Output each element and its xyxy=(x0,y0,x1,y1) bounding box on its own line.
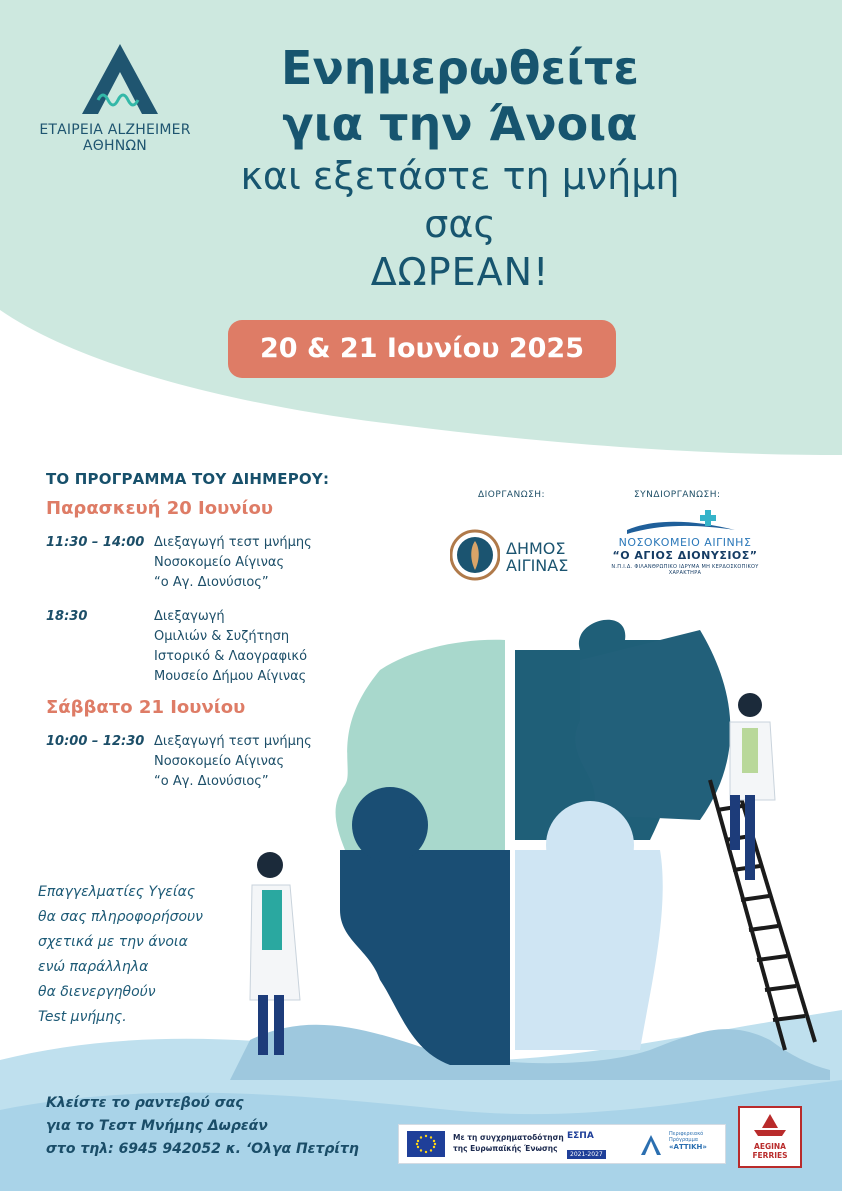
dimos-aiginas-logo xyxy=(450,528,590,588)
organization-label: ΔΙΟΡΓΑΝΩΣΗ: xyxy=(478,490,546,500)
hospital-line-2: “Ο ΑΓΙΟΣ ΔΙΟΝΥΣΙΟΣ” xyxy=(612,549,758,562)
day-1-label: Παρασκευή 20 Ιουνίου xyxy=(46,498,274,519)
doctor-left-shirt xyxy=(262,890,282,950)
eu-flag-icon xyxy=(407,1131,445,1157)
puzzle-knob xyxy=(546,801,634,889)
ship-icon xyxy=(740,1108,800,1142)
event-line: Διεξαγωγή τεστ μνήμης xyxy=(154,734,312,749)
attiki-logo xyxy=(639,1131,719,1151)
attiki-name: «ΑΤΤΙΚΗ» xyxy=(669,1143,707,1151)
info-line: Επαγγελματίες Υγείας xyxy=(38,884,196,900)
event-description xyxy=(154,533,312,593)
day-2-label: Σάββατο 21 Ιουνίου xyxy=(46,697,246,718)
espa-logo xyxy=(567,1131,613,1160)
event-line: Διεξαγωγή τεστ μνήμης xyxy=(154,535,312,550)
info-line: θα σας πληροφορήσουν xyxy=(38,909,203,925)
event-line: Νοσοκομείο Αίγινας xyxy=(154,555,285,570)
info-line: θα διενεργηθούν xyxy=(38,984,156,1000)
doctor-left-leg xyxy=(274,995,284,1055)
alzheimer-athens-logo xyxy=(30,42,200,182)
headline-line-2: για την Άνοια xyxy=(282,97,638,151)
schedule-title: ΤΟ ΠΡΟΓΡΑΜΜΑ ΤΟΥ ΔΙΗΜΕΡΟΥ: xyxy=(46,470,330,488)
aegina-line: AEGINA xyxy=(754,1142,786,1151)
headline xyxy=(200,40,720,296)
hospital-line-3: Ν.Π.Ι.Δ. ΦΙΛΑΝΘΡΩΠΙΚΟ ΙΔΡΥΜΑ ΜΗ ΚΕΡΔΟΣΚΟΠΙΚΟΥ ΧΑΡΑΚΤΗΡΑ xyxy=(611,564,759,576)
attiki-emblem-icon xyxy=(639,1133,663,1157)
ladder xyxy=(710,778,815,1050)
event-line: “ο Αγ. Διονύσιος” xyxy=(154,774,269,789)
doctor-right-leg xyxy=(745,795,755,880)
booking-line: Κλείστε το ραντεβού σας xyxy=(46,1095,244,1111)
event-time: 10:00 – 12:30 xyxy=(46,734,145,749)
dimos-line-2: ΑΙΓΙΝΑΣ xyxy=(506,556,569,575)
eu-cofunding-text xyxy=(453,1132,564,1154)
doctor-left-head xyxy=(257,852,283,878)
schedule-row xyxy=(46,533,386,593)
event-line: Μουσείο Δήμου Αίγινας xyxy=(154,669,307,684)
espa-title: ΕΣΠΑ xyxy=(567,1131,594,1141)
event-line: Ομιλιών & Συζήτηση xyxy=(154,629,290,644)
booking-info xyxy=(46,1092,396,1161)
puzzle-knob xyxy=(352,787,428,863)
hospital-logo xyxy=(600,508,770,576)
info-text xyxy=(38,880,248,1030)
doctor-right-shirt xyxy=(742,728,758,773)
hospital-line-1: ΝΟΣΟΚΟΜΕΙΟ ΑΙΓΙΝΗΣ xyxy=(618,536,752,549)
event-line: “ο Αγ. Διονύσιος” xyxy=(154,575,269,590)
espa-years: 2021-2027 xyxy=(567,1150,606,1159)
aegina-line: FERRIES xyxy=(752,1151,788,1160)
event-line: Διεξαγωγή xyxy=(154,609,225,624)
attiki-line: Περιφερειακό xyxy=(669,1131,704,1137)
coorganization-label: ΣΥΝΔΙΟΡΓΑΝΩΣΗ: xyxy=(634,490,721,500)
headline-line-3: και εξετάστε τη μνήμη σας xyxy=(240,154,680,246)
logo-line-2: ΑΘΗΝΩΝ xyxy=(83,138,147,154)
event-line: Ιστορικό & Λαογραφικό xyxy=(154,649,308,664)
hospital-cross-icon xyxy=(625,508,745,538)
logo-line-1: ΕΤΑΙΡΕΙΑ ALZHEIMER xyxy=(39,122,191,138)
event-line: Νοσοκομείο Αίγινας xyxy=(154,754,285,769)
event-time: 11:30 – 14:00 xyxy=(46,535,145,550)
booking-phone-line: στο τηλ: 6945 942052 κ. ‘Ολγα Πετρίτη xyxy=(46,1141,359,1157)
sponsor-strip xyxy=(398,1124,726,1164)
eu-line: της Ευρωπαϊκής Ένωσης xyxy=(453,1144,558,1153)
event-date-badge: 20 & 21 Ιουνίου 2025 xyxy=(228,320,616,378)
info-line: σχετικά με την άνοια xyxy=(38,934,188,950)
attiki-line: Πρόγραμμα xyxy=(669,1137,699,1143)
booking-line: για το Τεστ Μνήμης Δωρεάν xyxy=(46,1118,268,1134)
dimos-line-1: ΔΗΜΟΣ xyxy=(506,539,566,558)
dimos-emblem-icon xyxy=(450,528,500,582)
info-line: Test μνήμης. xyxy=(38,1009,127,1025)
doctor-right-leg xyxy=(730,795,740,850)
aegina-ferries-logo xyxy=(738,1106,802,1168)
event-time: 18:30 xyxy=(46,609,88,624)
puzzle-head-illustration xyxy=(230,610,830,1080)
doctor-right-head xyxy=(738,693,762,717)
info-line: ενώ παράλληλα xyxy=(38,959,149,975)
doctor-left-leg xyxy=(258,995,268,1055)
puzzle-piece-lifted xyxy=(575,630,730,820)
eu-line: Με τη συγχρηματοδότηση xyxy=(453,1133,564,1142)
logo-triangle-icon xyxy=(80,42,160,122)
headline-line-4: ΔΩΡΕΑΝ! xyxy=(370,250,550,294)
headline-line-1: Ενημερωθείτε xyxy=(281,41,639,95)
